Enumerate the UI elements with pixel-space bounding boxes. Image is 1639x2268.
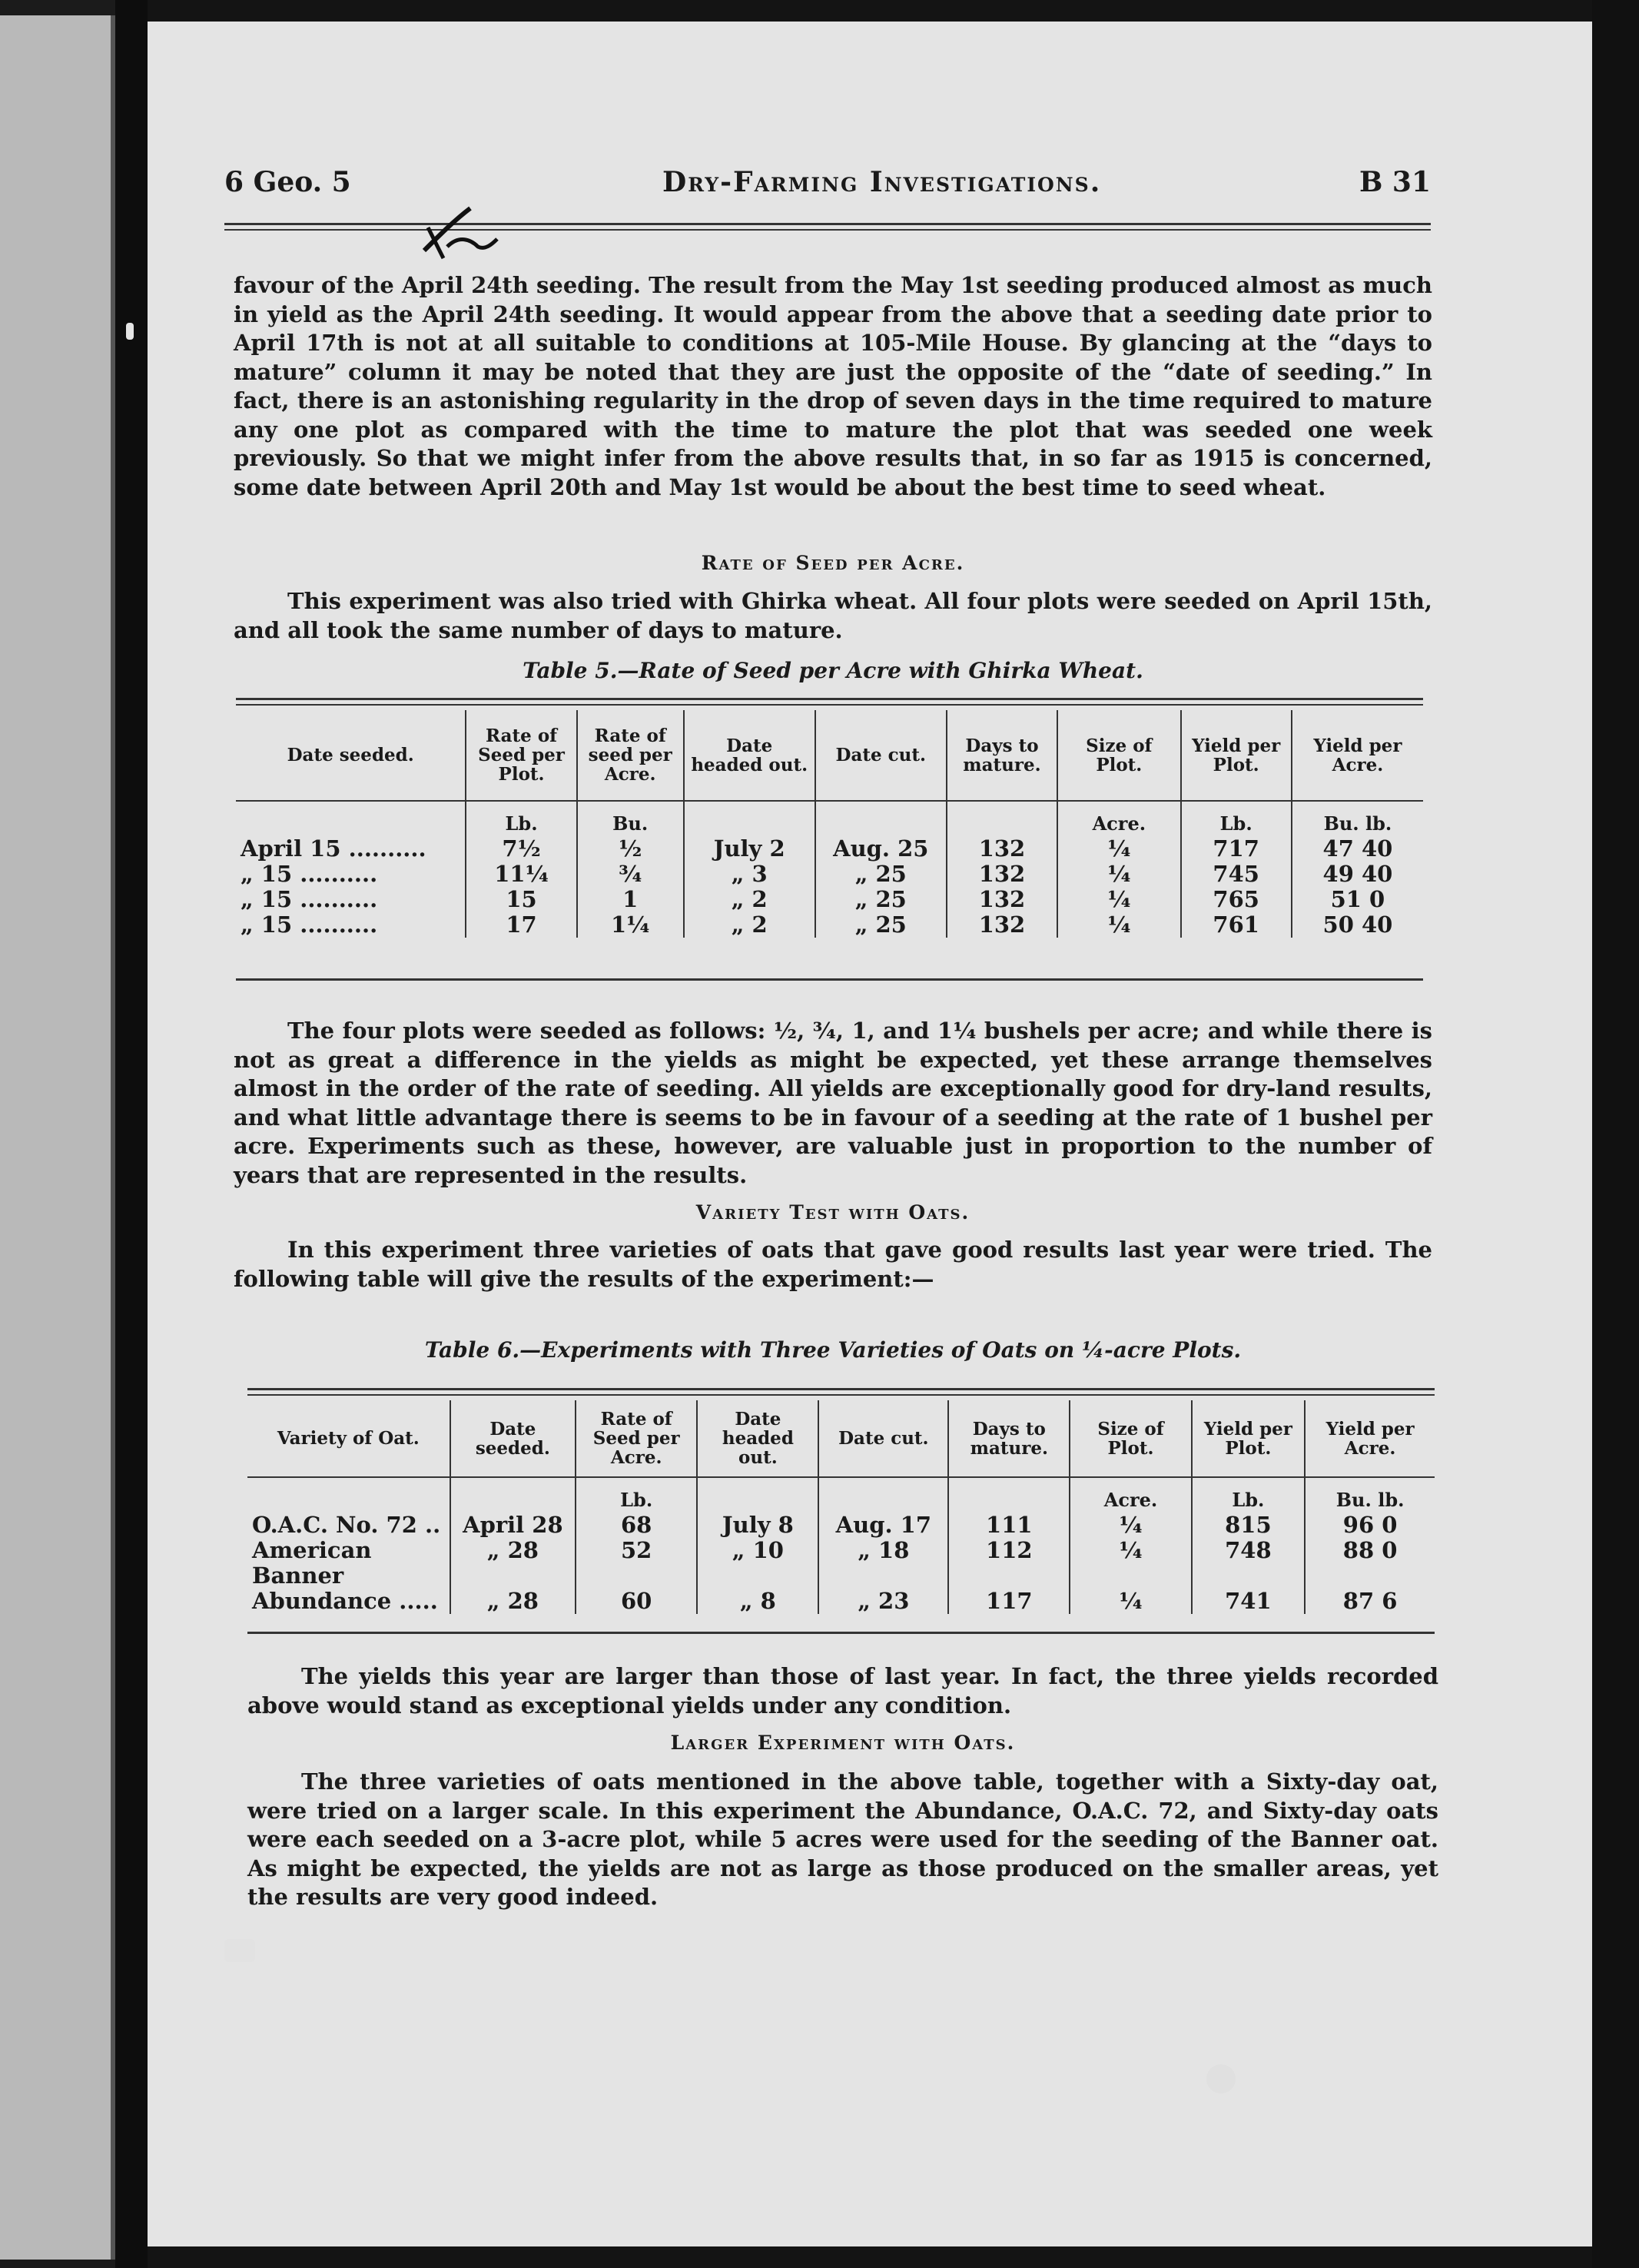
section-heading-larger-experiment: Larger Experiment with Oats. bbox=[670, 1732, 1016, 1754]
table-row bbox=[247, 1538, 1435, 1589]
table5-cell: 132 bbox=[947, 912, 1057, 938]
unit-label: Lb. bbox=[505, 812, 538, 835]
paragraph-ghirka-wheat: This experiment was also tried with Ghirka wheat. All four plots were seeded on April 15th, and all took the same number of days to mature. bbox=[234, 588, 1432, 643]
scan-blemish bbox=[126, 323, 134, 340]
table6-cell: 60 bbox=[576, 1589, 697, 1614]
table5-units-row bbox=[236, 801, 1423, 836]
table5-cell: Aug. 25 bbox=[815, 836, 947, 862]
table5-unit-cell bbox=[815, 801, 947, 836]
paragraph-four-plots: The four plots were seeded as follows: ½, ¾, 1, and 1¼ bushels per acre; and while there is not as great a difference in the yields as might be expected, yet these arrange themselves almost in the order of the rate of seeding. All yields are exceptionally good for dry-land results, and what little advantage there is seems to be in favour of a seeding at the rate of 1 bushel per acre. Experiments such as these, however, are valuable just in proportion to the number of years that are represented in the results. bbox=[234, 1018, 1432, 1188]
table5-cell: 47 40 bbox=[1292, 836, 1423, 862]
table5 bbox=[236, 710, 1423, 938]
table6-unit-cell bbox=[697, 1477, 818, 1513]
handwritten-annotation bbox=[416, 204, 501, 269]
table6-header-cell: Variety of Oat. bbox=[277, 1428, 420, 1449]
unit-label: Lb. bbox=[1219, 812, 1252, 835]
table6-cell: July 8 bbox=[697, 1513, 818, 1538]
table5-cell: 51 0 bbox=[1292, 887, 1423, 912]
table6-header-cell: Size of Plot. bbox=[1070, 1400, 1191, 1477]
table5-cell: July 2 bbox=[684, 836, 815, 862]
table6-unit-cell bbox=[247, 1477, 450, 1513]
table6-cell: „ 8 bbox=[697, 1589, 818, 1614]
table-row bbox=[247, 1589, 1435, 1614]
paragraph-yields-comparison: The yields this year are larger than those of last year. In fact, the three yields recorded above would stand as exceptional yields under any condition. bbox=[247, 1663, 1438, 1718]
table5-cell: 1 bbox=[577, 887, 684, 912]
table6-unit-cell bbox=[948, 1477, 1070, 1513]
scan-blemish bbox=[224, 1939, 255, 1962]
unit-label: Bu. lb. bbox=[1323, 812, 1392, 835]
table5-rule-top-2 bbox=[236, 704, 1423, 706]
table6-units-row bbox=[247, 1477, 1435, 1513]
document-page bbox=[148, 22, 1592, 2246]
table6-cell: 815 bbox=[1192, 1513, 1306, 1538]
table5-cell: 15 bbox=[466, 887, 576, 912]
table6-cell: „ 28 bbox=[450, 1589, 576, 1614]
table5-caption: Table 5.—Rate of Seed per Acre with Ghirka Wheat. bbox=[523, 658, 1143, 683]
table5-cell: 49 40 bbox=[1292, 862, 1423, 887]
table5-header-cell: Yield per Acre. bbox=[1292, 710, 1423, 801]
table6-cell: O.A.C. No. 72 .. bbox=[252, 1512, 441, 1538]
table6-header-cell: Yield per Plot. bbox=[1192, 1400, 1306, 1477]
unit-label: Bu. bbox=[612, 812, 649, 835]
running-header bbox=[224, 166, 1431, 212]
table6-cell: 68 bbox=[576, 1513, 697, 1538]
table6-cell: ¼ bbox=[1070, 1589, 1191, 1614]
table6-cell: ¼ bbox=[1070, 1513, 1191, 1538]
table5-cell: 745 bbox=[1181, 862, 1292, 887]
table-row bbox=[236, 836, 1423, 862]
table-row bbox=[236, 862, 1423, 887]
table5-cell: „ 15 .......... bbox=[241, 886, 378, 912]
table5-header-cell: Date seeded. bbox=[287, 745, 414, 765]
table5-cell: „ 3 bbox=[684, 862, 815, 887]
table5-header-row bbox=[236, 710, 1423, 801]
table6-cell: Aug. 17 bbox=[818, 1513, 948, 1538]
table5-rule-top bbox=[236, 698, 1423, 700]
table5-unit-cell bbox=[577, 801, 684, 836]
table6-unit-cell bbox=[1305, 1477, 1435, 1513]
table6-cell: 117 bbox=[948, 1589, 1070, 1614]
table6-header-cell: Rate of Seed per Acre. bbox=[576, 1400, 697, 1477]
unit-label: Acre. bbox=[1092, 812, 1146, 835]
table5-unit-cell bbox=[466, 801, 576, 836]
table5-unit-cell bbox=[947, 801, 1057, 836]
table5-cell: ¼ bbox=[1057, 887, 1180, 912]
paragraph-oats-experiment: In this experiment three varieties of oats that gave good results last year were tried. The following table will give the results of the experiment:— bbox=[234, 1237, 1432, 1292]
table5-unit-cell bbox=[1181, 801, 1292, 836]
table6-rule-top bbox=[247, 1388, 1435, 1390]
table6-header-cell: Date headed out. bbox=[697, 1400, 818, 1477]
table6-unit-cell bbox=[576, 1477, 697, 1513]
table5-header-cell: Rate of seed per Acre. bbox=[577, 710, 684, 801]
table6-cell: ¼ bbox=[1070, 1538, 1191, 1589]
table5-cell: 1¼ bbox=[577, 912, 684, 938]
table6-cell: 88 0 bbox=[1305, 1538, 1435, 1589]
table6-cell: American Banner bbox=[252, 1537, 372, 1589]
table-row bbox=[236, 912, 1423, 938]
table5-cell: 132 bbox=[947, 862, 1057, 887]
table5-header-cell: Days to mature. bbox=[947, 710, 1057, 801]
table5-cell: 132 bbox=[947, 887, 1057, 912]
table-row bbox=[236, 887, 1423, 912]
binding-gutter bbox=[115, 0, 148, 2268]
table5-cell: „ 25 bbox=[815, 862, 947, 887]
table6-unit-cell bbox=[1070, 1477, 1191, 1513]
unit-label: Lb. bbox=[1232, 1489, 1265, 1511]
table6-rule-top-2 bbox=[247, 1394, 1435, 1396]
unit-label: Lb. bbox=[620, 1489, 653, 1511]
table5-cell: „ 25 bbox=[815, 887, 947, 912]
header-title: Dry-Farming Investigations. bbox=[662, 166, 1102, 198]
table6-cell: „ 28 bbox=[450, 1538, 576, 1589]
table6-cell: „ 10 bbox=[697, 1538, 818, 1589]
table5-cell: ¼ bbox=[1057, 836, 1180, 862]
table5-cell: 7½ bbox=[466, 836, 576, 862]
table6-cell: Abundance ..... bbox=[252, 1588, 438, 1614]
table6-rule-bottom bbox=[247, 1632, 1435, 1634]
paragraph-seeding-dates: favour of the April 24th seeding. The result from the May 1st seeding produced almost as much in yield as the April 24th seeding. It would appear from the above that a seeding date prior to April 17th is not at all suitable to conditions at 105-Mile House. By glancing at the “days to mature” column it may be noted that they are just the opposite of the “date of seeding.” In fact, there is an astonishing regularity in the drop of seven days in the time required to mature any one plot as compared with the time to mature the plot that was seeded one week previously. So that we might infer from the above results that, in so far as 1915 is concerned, some date between April 20th and May 1st would be about the best time to seed wheat. bbox=[234, 272, 1432, 500]
table6-cell: „ 18 bbox=[818, 1538, 948, 1589]
table6 bbox=[247, 1400, 1435, 1614]
table6-header-cell: Date seeded. bbox=[450, 1400, 576, 1477]
table5-header-cell: Rate of Seed per Plot. bbox=[466, 710, 576, 801]
table6-header-cell: Date cut. bbox=[818, 1400, 948, 1477]
unit-label: Acre. bbox=[1103, 1489, 1158, 1511]
table5-cell: ¼ bbox=[1057, 912, 1180, 938]
table5-header-cell: Yield per Plot. bbox=[1181, 710, 1292, 801]
table6-caption: Table 6.—Experiments with Three Varieties of Oats on ¼-acre Plots. bbox=[424, 1337, 1242, 1363]
table5-cell: 11¼ bbox=[466, 862, 576, 887]
table6-cell: 748 bbox=[1192, 1538, 1306, 1589]
table6-unit-cell bbox=[450, 1477, 576, 1513]
header-rule-top bbox=[224, 223, 1431, 225]
table5-cell: 50 40 bbox=[1292, 912, 1423, 938]
table5-cell: ¾ bbox=[577, 862, 684, 887]
table-row bbox=[247, 1513, 1435, 1538]
table5-unit-cell bbox=[1292, 801, 1423, 836]
table6-header-cell: Yield per Acre. bbox=[1305, 1400, 1435, 1477]
section-heading-variety-test: Variety Test with Oats. bbox=[695, 1201, 970, 1224]
facing-page-edge bbox=[0, 15, 115, 2260]
table6-cell: 96 0 bbox=[1305, 1513, 1435, 1538]
table5-header-cell: Size of Plot. bbox=[1057, 710, 1180, 801]
table5-unit-cell bbox=[684, 801, 815, 836]
table6-cell: 741 bbox=[1192, 1589, 1306, 1614]
table6-cell: 112 bbox=[948, 1538, 1070, 1589]
table5-header-cell: Date headed out. bbox=[684, 710, 815, 801]
table6-cell: 111 bbox=[948, 1513, 1070, 1538]
table6-cell: 52 bbox=[576, 1538, 697, 1589]
table6-header-cell: Days to mature. bbox=[948, 1400, 1070, 1477]
table5-cell: „ 2 bbox=[684, 912, 815, 938]
table5-cell: „ 25 bbox=[815, 912, 947, 938]
table6-cell: „ 23 bbox=[818, 1589, 948, 1614]
table5-cell: ¼ bbox=[1057, 862, 1180, 887]
table6-unit-cell bbox=[1192, 1477, 1306, 1513]
table5-rule-bottom bbox=[236, 978, 1423, 981]
table6-header-row bbox=[247, 1400, 1435, 1477]
scan-right-edge bbox=[1592, 0, 1639, 2268]
table5-unit-cell bbox=[236, 801, 466, 836]
table5-cell: April 15 .......... bbox=[241, 835, 426, 862]
table5-cell: „ 15 .......... bbox=[241, 912, 378, 938]
scan-blemish bbox=[1206, 2064, 1236, 2094]
section-heading-rate-of-seed: Rate of Seed per Acre. bbox=[701, 552, 965, 574]
header-page-number: B 31 bbox=[1359, 166, 1431, 198]
table5-cell: 17 bbox=[466, 912, 576, 938]
table5-cell: „ 2 bbox=[684, 887, 815, 912]
header-session: 6 Geo. 5 bbox=[224, 166, 351, 198]
table5-cell: „ 15 .......... bbox=[241, 861, 378, 887]
table5-cell: 132 bbox=[947, 836, 1057, 862]
unit-label: Bu. lb. bbox=[1335, 1489, 1405, 1511]
table5-cell: 765 bbox=[1181, 887, 1292, 912]
table6-cell: April 28 bbox=[450, 1513, 576, 1538]
table5-cell: 717 bbox=[1181, 836, 1292, 862]
header-rule-bottom bbox=[224, 229, 1431, 231]
table5-cell: 761 bbox=[1181, 912, 1292, 938]
table5-unit-cell bbox=[1057, 801, 1180, 836]
table5-header-cell: Date cut. bbox=[815, 710, 947, 801]
table6-cell: 87 6 bbox=[1305, 1589, 1435, 1614]
table5-cell: ½ bbox=[577, 836, 684, 862]
table6-unit-cell bbox=[818, 1477, 948, 1513]
paragraph-larger-scale: The three varieties of oats mentioned in the above table, together with a Sixty-day oat, were tried on a larger scale. In this experiment the Abundance, O.A.C. 72, and Sixty-day oats were each seeded on a 3-acre plot, while 5 acres were used for the seeding of the Banner oat. As might be expected, the yields are not as large as those produced on the smaller areas, yet the results are very good indeed. bbox=[247, 1768, 1438, 1910]
